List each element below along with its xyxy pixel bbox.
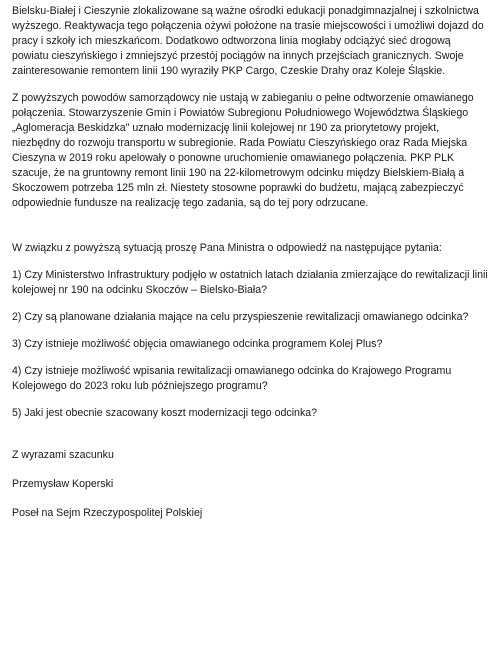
question-4: 4) Czy istnieje możliwość wpisania rewitalizacji omawianego odcinka do Krajowego Programu Kolejowego do 2023 roku lub późniejszego programu? xyxy=(12,365,452,392)
signature-title: Poseł na Sejm Rzeczypospolitej Polskiej xyxy=(12,507,203,519)
question-5: 5) Jaki jest obecnie szacowany koszt modernizacji tego odcinka? xyxy=(12,407,318,419)
question-2: 2) Czy są planowane działania mające na celu przyspieszenie rewitalizacji omawianego odcinka? xyxy=(12,311,469,323)
questions-intro: W związku z powyższą sytuacją proszę Pana Ministra o odpowiedź na następujące pytania: xyxy=(12,242,442,254)
question-3: 3) Czy istnieje możliwość objęcia omawianego odcinka programem Kolej Plus? xyxy=(12,338,383,350)
paragraph-1: Bielsku-Białej i Cieszynie zlokalizowane są ważne ośrodki edukacji ponadgimnazjalnej i szkolnictwa wyższego. Reaktywacja tego połączenia ożywi położone na trasie miejscowości i umożliwi dojazd do pracy i szkoły ich mieszkańcom. Dodatkowo odtworzona linia mogłaby odciążyć sieć drogową powiatu cieszyńskiego i zmniejszyć przestój pociągów na innych przejściach granicznych. Swoje zainteresowanie remontem linii 190 wyraziły PKP Cargo, Czeskie Drahy oraz Koleje Śląskie. xyxy=(12,5,484,77)
question-1: 1) Czy Ministerstwo Infrastruktury podjęło w ostatnich latach działania zmierzające do rewitalizacji linii kolejowej nr 190 na odcinku Skoczów – Bielsko-Biała? xyxy=(12,269,488,296)
closing-phrase: Z wyrazami szacunku xyxy=(12,449,114,461)
paragraph-2: Z powyższych powodów samorządowcy nie ustają w zabieganiu o pełne odtworzenie omawianego połączenia. Stowarzyszenie Gmin i Powiatów Subregionu Południowego Województwa Śląskiego „Aglomeracja Beskidzka" uznało modernizację linii kolejowej nr 190 za priorytetowy projekt, niezbędny do rozwoju transportu w subregionie. Rada Powiatu Cieszyńskiego oraz Rada Miejska Cieszyna w 2019 roku apelowały o ponowne uruchomienie omawianego połączenia. PKP PLK szacuje, że na gruntowny remont linii 190 na 22-kilometrowym odcinku między Bielskiem-Białą a Skoczowem potrzeba 125 mln zł. Niestety stosowne poprawki do budżetu, mającą zabezpieczyć odpowiednie fundusze na realizację tego zadania, są do tej pory odrzucane. xyxy=(12,92,474,209)
signature-name: Przemysław Koperski xyxy=(12,478,114,490)
